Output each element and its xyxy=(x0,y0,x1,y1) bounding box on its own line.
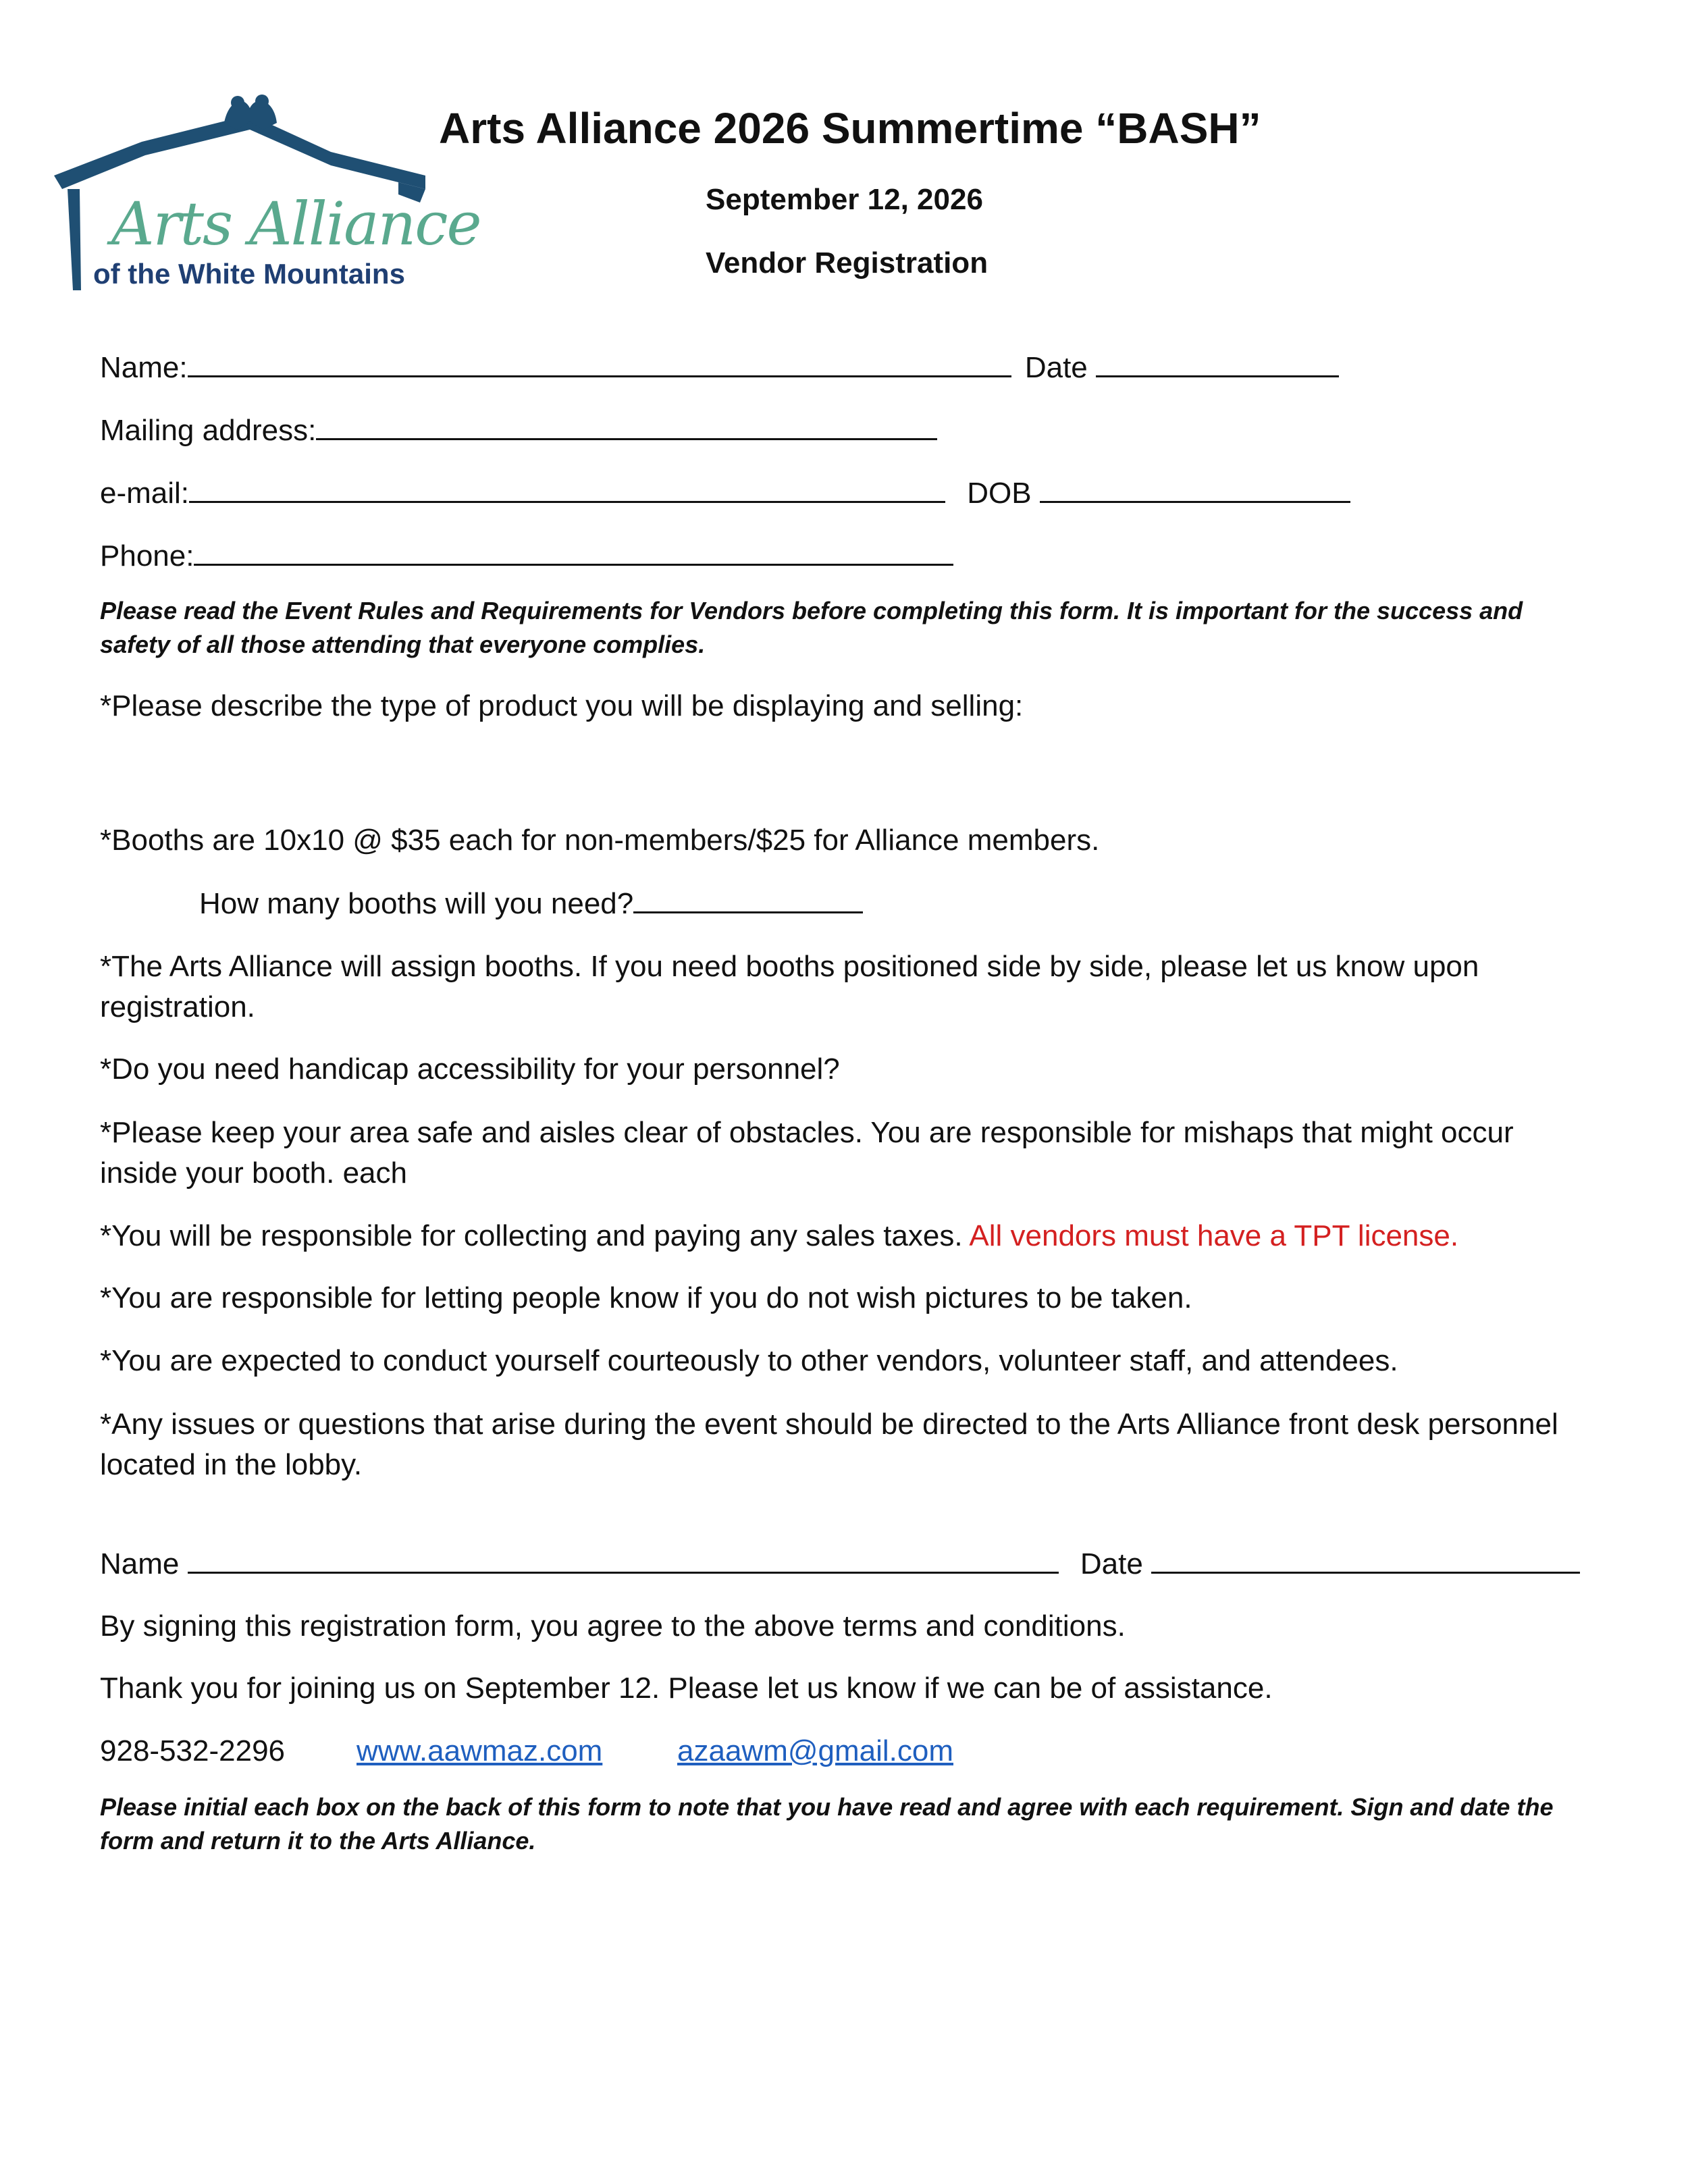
issues-text: *Any issues or questions that arise during the event should be directed to the Arts Alliance front desk personnel located in the lobby. xyxy=(100,1408,1558,1481)
email-row xyxy=(100,474,1350,512)
describe-product-text: *Please describe the type of product you will be displaying and selling: xyxy=(100,689,1024,722)
email-link[interactable]: azaawm@gmail.com xyxy=(677,1734,953,1767)
booths-price-text: *Booths are 10x10 @ $35 each for non-members/$25 for Alliance members. xyxy=(100,824,1100,857)
handicap-text: *Do you need handicap accessibility for your personnel? xyxy=(100,1053,840,1086)
contact-phone: 928-532-2296 xyxy=(100,1734,286,1767)
logo-subtitle: of the White Mountains xyxy=(93,258,405,290)
pictures-text: *You are responsible for letting people know if you do not wish pictures to be taken. xyxy=(100,1281,1192,1314)
booth-count-field[interactable] xyxy=(633,884,863,913)
event-date: September 12, 2026 xyxy=(706,183,983,216)
courteous-text: *You are expected to conduct yourself courteously to other vendors, volunteer staff, and attendees. xyxy=(100,1344,1398,1377)
logo xyxy=(47,88,481,304)
agree-text: By signing this registration form, you agree to the above terms and conditions. xyxy=(100,1609,1126,1643)
signature-name-field[interactable] xyxy=(188,1545,1059,1574)
taxes-row xyxy=(100,1217,1458,1255)
name-field[interactable] xyxy=(188,348,1011,377)
notice-text: Please read the Event Rules and Requirements for Vendors before completing this form. It is important for the success and safety of all those attending that everyone complies. xyxy=(100,597,1523,658)
phone-row xyxy=(100,537,953,575)
mailing-address-field[interactable] xyxy=(316,411,937,440)
signature-row xyxy=(100,1545,1580,1583)
footer-note: Please initial each box on the back of this form to note that you have read and agree with each requirement. Sign and date the form and return it to the Arts Alliance. xyxy=(100,1793,1554,1855)
logo-script-text: Arts Alliance xyxy=(111,189,481,259)
signature-date-field[interactable] xyxy=(1151,1545,1580,1574)
phone-field[interactable] xyxy=(194,537,953,566)
date-field[interactable] xyxy=(1096,348,1339,377)
taxes-text: *You will be responsible for collecting and paying any sales taxes. xyxy=(100,1219,963,1252)
website-link[interactable]: www.aawmaz.com xyxy=(357,1734,603,1767)
booth-count-row xyxy=(199,884,863,923)
dob-field[interactable] xyxy=(1040,474,1350,503)
page-title: Arts Alliance 2026 Summertime “BASH” xyxy=(439,104,1261,153)
thanks-text: Thank you for joining us on September 12. Please let us know if we can be of assistance. xyxy=(100,1672,1273,1705)
phone-label: Phone: xyxy=(100,539,194,572)
safety-text: *Please keep your area safe and aisles clear of obstacles. You are responsible for mishaps that might occur inside your booth. each xyxy=(100,1116,1514,1190)
assign-booths-text: *The Arts Alliance will assign booths. If you need booths positioned side by side, please let us know upon registration. xyxy=(100,950,1479,1023)
email-label: e-mail: xyxy=(100,477,190,510)
name-row xyxy=(100,348,1339,387)
signature-name-label: Name xyxy=(100,1547,180,1580)
email-field[interactable] xyxy=(189,474,945,503)
tpt-license-warning: All vendors must have a TPT license. xyxy=(969,1219,1459,1252)
dob-label: DOB xyxy=(967,477,1032,510)
name-label: Name: xyxy=(100,351,188,384)
signature-date-label: Date xyxy=(1080,1547,1143,1580)
mailing-row xyxy=(100,411,937,450)
date-label: Date xyxy=(1024,351,1088,384)
mailing-address-label: Mailing address: xyxy=(100,414,317,447)
booth-count-label: How many booths will you need? xyxy=(199,887,634,920)
form-subtitle: Vendor Registration xyxy=(706,246,988,279)
